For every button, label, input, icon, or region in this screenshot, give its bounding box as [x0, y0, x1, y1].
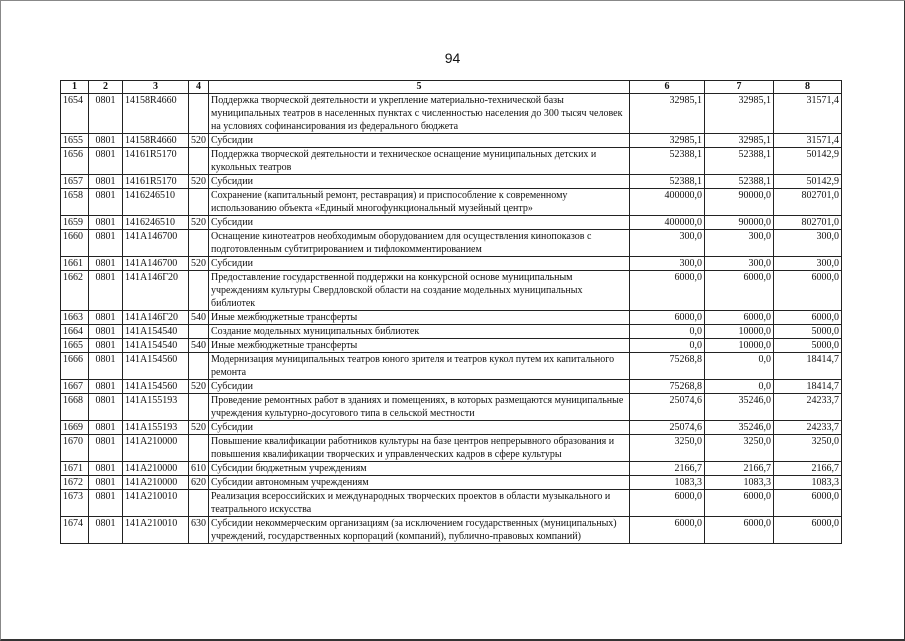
amount-col6: 1083,3: [630, 476, 705, 490]
amount-col7: 300,0: [705, 230, 774, 257]
header-cell: 1: [61, 81, 89, 94]
amount-col8: 6000,0: [774, 311, 842, 325]
expense-type-code: 540: [189, 311, 209, 325]
expense-type-code: 520: [189, 257, 209, 271]
target-article-code: 14158R4660: [123, 134, 189, 148]
amount-col8: 802701,0: [774, 216, 842, 230]
section-code: 0801: [89, 257, 123, 271]
header-cell: 3: [123, 81, 189, 94]
item-name: Повышение квалификации работников культуры на базе центров непрерывного образования и повышения квалификации творческих и управленческих кадров в сфере культуры: [209, 435, 630, 462]
table-row: [61, 353, 842, 380]
amount-col7: 32985,1: [705, 94, 774, 134]
amount-col6: 300,0: [630, 257, 705, 271]
row-number: 1674: [61, 517, 89, 544]
section-code: 0801: [89, 271, 123, 311]
target-article-code: 1416246510: [123, 189, 189, 216]
table-row: [61, 490, 842, 517]
item-name: Субсидии: [209, 380, 630, 394]
section-code: 0801: [89, 189, 123, 216]
target-article-code: 14161R5170: [123, 148, 189, 175]
expense-type-code: [189, 148, 209, 175]
expense-type-code: [189, 189, 209, 216]
item-name: Иные межбюджетные трансферты: [209, 339, 630, 353]
amount-col7: 32985,1: [705, 134, 774, 148]
amount-col6: 6000,0: [630, 271, 705, 311]
section-code: 0801: [89, 421, 123, 435]
row-number: 1658: [61, 189, 89, 216]
table-row: [61, 394, 842, 421]
section-code: 0801: [89, 353, 123, 380]
row-number: 1667: [61, 380, 89, 394]
row-number: 1656: [61, 148, 89, 175]
item-name: Проведение ремонтных работ в зданиях и помещениях, в которых размещаются муниципальные учреждения культурно-досугового типа в сельской местности: [209, 394, 630, 421]
expense-type-code: 610: [189, 462, 209, 476]
table-row: [61, 435, 842, 462]
amount-col6: 400000,0: [630, 216, 705, 230]
section-code: 0801: [89, 148, 123, 175]
table-row: [61, 339, 842, 353]
target-article-code: 141A210010: [123, 490, 189, 517]
target-article-code: 141A154540: [123, 325, 189, 339]
item-name: Предоставление государственной поддержки на конкурсной основе муниципальным учреждениям культуры Свердловской области на создание модельных муниципальных библиотек: [209, 271, 630, 311]
amount-col7: 6000,0: [705, 490, 774, 517]
expense-type-code: [189, 230, 209, 257]
row-number: 1672: [61, 476, 89, 490]
amount-col8: 31571,4: [774, 94, 842, 134]
row-number: 1661: [61, 257, 89, 271]
amount-col8: 5000,0: [774, 339, 842, 353]
item-name: Поддержка творческой деятельности и укрепление материально-технической базы муниципальных театров в населенных пунктах с численностью населения до 300 тысяч человек на условиях софинансирования из федерального бюджета: [209, 94, 630, 134]
target-article-code: 14161R5170: [123, 175, 189, 189]
expense-type-code: [189, 435, 209, 462]
expense-type-code: 520: [189, 216, 209, 230]
expense-type-code: 520: [189, 421, 209, 435]
amount-col6: 75268,8: [630, 353, 705, 380]
row-number: 1670: [61, 435, 89, 462]
row-number: 1654: [61, 94, 89, 134]
item-name: Создание модельных муниципальных библиотек: [209, 325, 630, 339]
amount-col7: 10000,0: [705, 325, 774, 339]
expense-type-code: [189, 325, 209, 339]
amount-col6: 52388,1: [630, 175, 705, 189]
amount-col8: 802701,0: [774, 189, 842, 216]
header-cell: 8: [774, 81, 842, 94]
target-article-code: 141A154540: [123, 339, 189, 353]
expense-type-code: 520: [189, 380, 209, 394]
amount-col6: 6000,0: [630, 517, 705, 544]
expense-type-code: [189, 353, 209, 380]
section-code: 0801: [89, 311, 123, 325]
amount-col7: 6000,0: [705, 271, 774, 311]
amount-col7: 3250,0: [705, 435, 774, 462]
amount-col6: 6000,0: [630, 311, 705, 325]
target-article-code: 141A146700: [123, 230, 189, 257]
target-article-code: 141A154560: [123, 353, 189, 380]
page-number: 94: [444, 50, 461, 66]
amount-col6: 75268,8: [630, 380, 705, 394]
section-code: 0801: [89, 230, 123, 257]
amount-col7: 35246,0: [705, 394, 774, 421]
amount-col6: 2166,7: [630, 462, 705, 476]
section-code: 0801: [89, 462, 123, 476]
table-row: [61, 325, 842, 339]
expense-type-code: 630: [189, 517, 209, 544]
amount-col6: 0,0: [630, 339, 705, 353]
item-name: Субсидии некоммерческим организациям (за исключением государственных (муниципальных) учреждений, государственных корпораций (компаний), публично-правовых компаний): [209, 517, 630, 544]
row-number: 1657: [61, 175, 89, 189]
section-code: 0801: [89, 394, 123, 421]
table-row: [61, 311, 842, 325]
amount-col8: 3250,0: [774, 435, 842, 462]
section-code: 0801: [89, 175, 123, 189]
amount-col7: 300,0: [705, 257, 774, 271]
header-row: [61, 81, 842, 94]
expense-type-code: [189, 490, 209, 517]
section-code: 0801: [89, 476, 123, 490]
row-number: 1665: [61, 339, 89, 353]
amount-col8: 1083,3: [774, 476, 842, 490]
amount-col6: 400000,0: [630, 189, 705, 216]
amount-col7: 6000,0: [705, 311, 774, 325]
amount-col7: 0,0: [705, 380, 774, 394]
section-code: 0801: [89, 94, 123, 134]
amount-col8: 300,0: [774, 230, 842, 257]
item-name: Субсидии: [209, 421, 630, 435]
expense-type-code: [189, 394, 209, 421]
amount-col7: 90000,0: [705, 216, 774, 230]
section-code: 0801: [89, 380, 123, 394]
item-name: Сохранение (капитальный ремонт, реставрация) и приспособление к современному использованию объекта «Единый многофункциональный музейный центр»: [209, 189, 630, 216]
row-number: 1655: [61, 134, 89, 148]
item-name: Иные межбюджетные трансферты: [209, 311, 630, 325]
amount-col7: 10000,0: [705, 339, 774, 353]
budget-table: [60, 80, 842, 544]
table-row: [61, 148, 842, 175]
amount-col8: 31571,4: [774, 134, 842, 148]
expense-type-code: 520: [189, 134, 209, 148]
row-number: 1666: [61, 353, 89, 380]
amount-col7: 2166,7: [705, 462, 774, 476]
amount-col8: 300,0: [774, 257, 842, 271]
amount-col8: 24233,7: [774, 394, 842, 421]
section-code: 0801: [89, 325, 123, 339]
table-row: [61, 476, 842, 490]
section-code: 0801: [89, 339, 123, 353]
amount-col8: 6000,0: [774, 517, 842, 544]
row-number: 1660: [61, 230, 89, 257]
header-cell: 2: [89, 81, 123, 94]
amount-col6: 6000,0: [630, 490, 705, 517]
amount-col7: 52388,1: [705, 148, 774, 175]
expense-type-code: [189, 271, 209, 311]
item-name: Субсидии: [209, 216, 630, 230]
amount-col8: 2166,7: [774, 462, 842, 476]
amount-col6: 25074,6: [630, 394, 705, 421]
section-code: 0801: [89, 216, 123, 230]
target-article-code: 141A210000: [123, 435, 189, 462]
row-number: 1668: [61, 394, 89, 421]
amount-col7: 1083,3: [705, 476, 774, 490]
target-article-code: 141A210010: [123, 517, 189, 544]
row-number: 1662: [61, 271, 89, 311]
amount-col7: 0,0: [705, 353, 774, 380]
row-number: 1671: [61, 462, 89, 476]
row-number: 1664: [61, 325, 89, 339]
table-row: [61, 175, 842, 189]
target-article-code: 141A155193: [123, 394, 189, 421]
table-row: [61, 134, 842, 148]
row-number: 1673: [61, 490, 89, 517]
amount-col8: 6000,0: [774, 271, 842, 311]
section-code: 0801: [89, 517, 123, 544]
table-row: [61, 380, 842, 394]
amount-col8: 18414,7: [774, 380, 842, 394]
amount-col8: 50142,9: [774, 148, 842, 175]
target-article-code: 141A146Г20: [123, 271, 189, 311]
header-cell: 6: [630, 81, 705, 94]
header-cell: 5: [209, 81, 630, 94]
table-row: [61, 94, 842, 134]
table-row: [61, 257, 842, 271]
amount-col6: 3250,0: [630, 435, 705, 462]
amount-col8: 50142,9: [774, 175, 842, 189]
item-name: Субсидии: [209, 175, 630, 189]
amount-col7: 35246,0: [705, 421, 774, 435]
item-name: Оснащение кинотеатров необходимым оборудованием для осуществления кинопоказов с подготовленным субтитрированием и тифлокомментированием: [209, 230, 630, 257]
table-row: [61, 517, 842, 544]
target-article-code: 141A210000: [123, 462, 189, 476]
amount-col8: 18414,7: [774, 353, 842, 380]
header-cell: 7: [705, 81, 774, 94]
target-article-code: 14158R4660: [123, 94, 189, 134]
table-body: [61, 94, 842, 544]
row-number: 1669: [61, 421, 89, 435]
amount-col7: 90000,0: [705, 189, 774, 216]
item-name: Субсидии бюджетным учреждениям: [209, 462, 630, 476]
expense-type-code: [189, 94, 209, 134]
item-name: Субсидии автономным учреждениям: [209, 476, 630, 490]
expense-type-code: 540: [189, 339, 209, 353]
amount-col7: 6000,0: [705, 517, 774, 544]
table-row: [61, 230, 842, 257]
target-article-code: 141A210000: [123, 476, 189, 490]
row-number: 1663: [61, 311, 89, 325]
target-article-code: 141A146700: [123, 257, 189, 271]
item-name: Субсидии: [209, 134, 630, 148]
expense-type-code: 620: [189, 476, 209, 490]
item-name: Модернизация муниципальных театров юного зрителя и театров кукол путем их капитального ремонта: [209, 353, 630, 380]
header-cell: 4: [189, 81, 209, 94]
item-name: Реализация всероссийских и международных творческих проектов в области музыкального и театрального искусства: [209, 490, 630, 517]
amount-col8: 5000,0: [774, 325, 842, 339]
amount-col6: 300,0: [630, 230, 705, 257]
table-row: [61, 462, 842, 476]
section-code: 0801: [89, 435, 123, 462]
amount-col7: 52388,1: [705, 175, 774, 189]
section-code: 0801: [89, 490, 123, 517]
item-name: Поддержка творческой деятельности и техническое оснащение муниципальных детских и кукольных театров: [209, 148, 630, 175]
section-code: 0801: [89, 134, 123, 148]
table-row: [61, 216, 842, 230]
table-row: [61, 189, 842, 216]
expense-type-code: 520: [189, 175, 209, 189]
target-article-code: 141A155193: [123, 421, 189, 435]
amount-col6: 32985,1: [630, 94, 705, 134]
amount-col6: 0,0: [630, 325, 705, 339]
target-article-code: 141A154560: [123, 380, 189, 394]
amount-col8: 6000,0: [774, 490, 842, 517]
item-name: Субсидии: [209, 257, 630, 271]
amount-col6: 52388,1: [630, 148, 705, 175]
table-row: [61, 421, 842, 435]
row-number: 1659: [61, 216, 89, 230]
table-row: [61, 271, 842, 311]
amount-col8: 24233,7: [774, 421, 842, 435]
target-article-code: 141A146Г20: [123, 311, 189, 325]
amount-col6: 32985,1: [630, 134, 705, 148]
amount-col6: 25074,6: [630, 421, 705, 435]
target-article-code: 1416246510: [123, 216, 189, 230]
